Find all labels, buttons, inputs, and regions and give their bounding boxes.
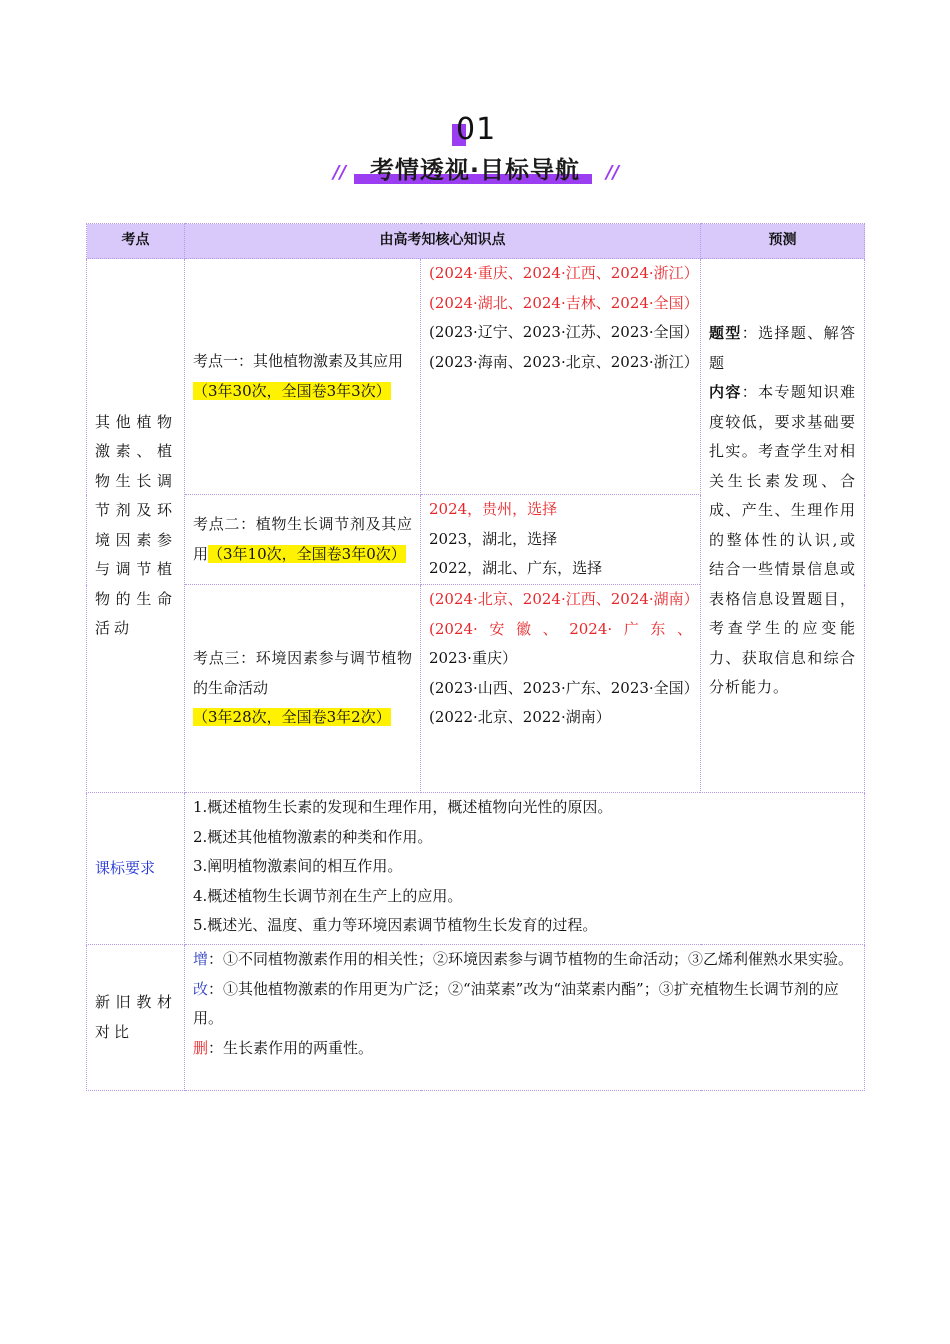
add-text: ：①不同植物激素作用的相关性；②环境因素参与调节植物的生命活动；③乙烯利催熟水果实验。 bbox=[208, 950, 854, 968]
section-header bbox=[0, 110, 950, 190]
source-line: (2024·湖北、2024·吉林、2024·全国） bbox=[429, 293, 699, 312]
compare-content bbox=[185, 945, 865, 1091]
add-tag: 增 bbox=[193, 950, 209, 968]
source-line: (2023·山西、2023·广东、2023·全国） bbox=[429, 678, 699, 697]
prediction-cell bbox=[701, 259, 865, 793]
source-black-part: 2023·重庆） bbox=[429, 649, 517, 667]
point-2-title: 考点二：植物生长调节剂及其应用 bbox=[193, 515, 412, 563]
point-1-sources bbox=[421, 259, 701, 495]
source-line: (2023·辽宁、2023·江苏、2023·全国） bbox=[429, 323, 699, 341]
type-label: 题型 bbox=[709, 324, 742, 342]
content-label: 内容 bbox=[709, 383, 742, 401]
curriculum-item: 2.概述其他植物激素的种类和作用。 bbox=[193, 827, 433, 846]
right-slash-decoration: // bbox=[606, 162, 620, 183]
compare-label: 新旧教材对比 bbox=[87, 945, 185, 1091]
curriculum-item: 3.阐明植物激素间的相互作用。 bbox=[193, 857, 403, 875]
del-tag: 删 bbox=[193, 1038, 209, 1057]
curriculum-items bbox=[185, 793, 865, 945]
source-line: (2024·重庆、2024·江西、2024·浙江） bbox=[429, 264, 699, 282]
compare-del bbox=[193, 1034, 856, 1064]
content-value: ：本专题知识难度较低，要求基础要扎实。考查学生对相关生长素发现、合成、产生、生理作用的整体性的认识,或结合一些情景信息或表格信息设置题目，考查学生的应变能力、获取信息和综合分析能力。 bbox=[709, 383, 856, 696]
source-line: 2024，贵州，选择 bbox=[429, 500, 558, 518]
topic-cell: 其他植物激素、植物生长调节剂及环境因素参与调节植物的生命活动 bbox=[87, 259, 185, 793]
compare-add bbox=[193, 945, 856, 975]
left-slash-decoration: // bbox=[333, 162, 347, 183]
table-row bbox=[87, 793, 865, 945]
compare-mod bbox=[193, 975, 856, 1034]
point-2-sources bbox=[421, 495, 701, 585]
header-kaodian: 考点 bbox=[87, 224, 185, 259]
header-knowledge: 由高考知核心知识点 bbox=[185, 224, 701, 259]
source-line: (2024·北京、2024·江西、2024·湖南） bbox=[429, 590, 699, 608]
source-line: (2022·北京、2022·湖南） bbox=[429, 708, 611, 726]
point-2-count: （3年10次，全国卷3年0次） bbox=[208, 544, 406, 563]
source-line bbox=[429, 615, 692, 674]
point-3-cell bbox=[185, 585, 421, 793]
source-line: 2023，湖北，选择 bbox=[429, 529, 558, 548]
exam-analysis-table bbox=[86, 223, 865, 1091]
table-row bbox=[87, 945, 865, 1091]
table-header-row bbox=[87, 224, 865, 259]
point-1-cell bbox=[185, 259, 421, 495]
curriculum-label: 课标要求 bbox=[87, 793, 185, 945]
curriculum-item: 4.概述植物生长调节剂在生产上的应用。 bbox=[193, 886, 463, 905]
section-title: 考情透视·目标导航 bbox=[369, 156, 581, 184]
header-prediction: 预测 bbox=[701, 224, 865, 259]
curriculum-item: 5.概述光、温度、重力等环境因素调节植物生长发育的过程。 bbox=[193, 916, 598, 934]
table-row bbox=[87, 259, 865, 495]
section-number: 01 bbox=[456, 112, 497, 147]
source-line: (2023·海南、2023·北京、2023·浙江） bbox=[429, 352, 699, 371]
curriculum-item: 1.概述植物生长素的发现和生理作用，概述植物向光性的原因。 bbox=[193, 798, 613, 816]
mod-text: ：①其他植物激素的作用更为广泛；②“油菜素”改为“油菜素内酯”；③扩充植物生长调节剂的应用。 bbox=[193, 979, 839, 1027]
point-1-count: （3年30次，全国卷3年3次） bbox=[193, 381, 391, 400]
point-3-title: 考点三：环境因素参与调节植物的生命活动 bbox=[193, 649, 412, 697]
point-3-sources bbox=[421, 585, 701, 793]
del-text: ：生长素作用的两重性。 bbox=[208, 1038, 374, 1057]
point-1-title: 考点一：其他植物激素及其应用 bbox=[193, 352, 404, 370]
mod-tag: 改 bbox=[193, 979, 209, 998]
source-red-part: (2024·安徽、2024·广东、 bbox=[429, 619, 692, 638]
source-line: 2022，湖北、广东，选择 bbox=[429, 559, 603, 577]
point-3-count: （3年28次，全国卷3年2次） bbox=[193, 708, 391, 727]
point-2-cell bbox=[185, 495, 421, 585]
type-value: ：选择题、解答题 bbox=[709, 324, 856, 372]
